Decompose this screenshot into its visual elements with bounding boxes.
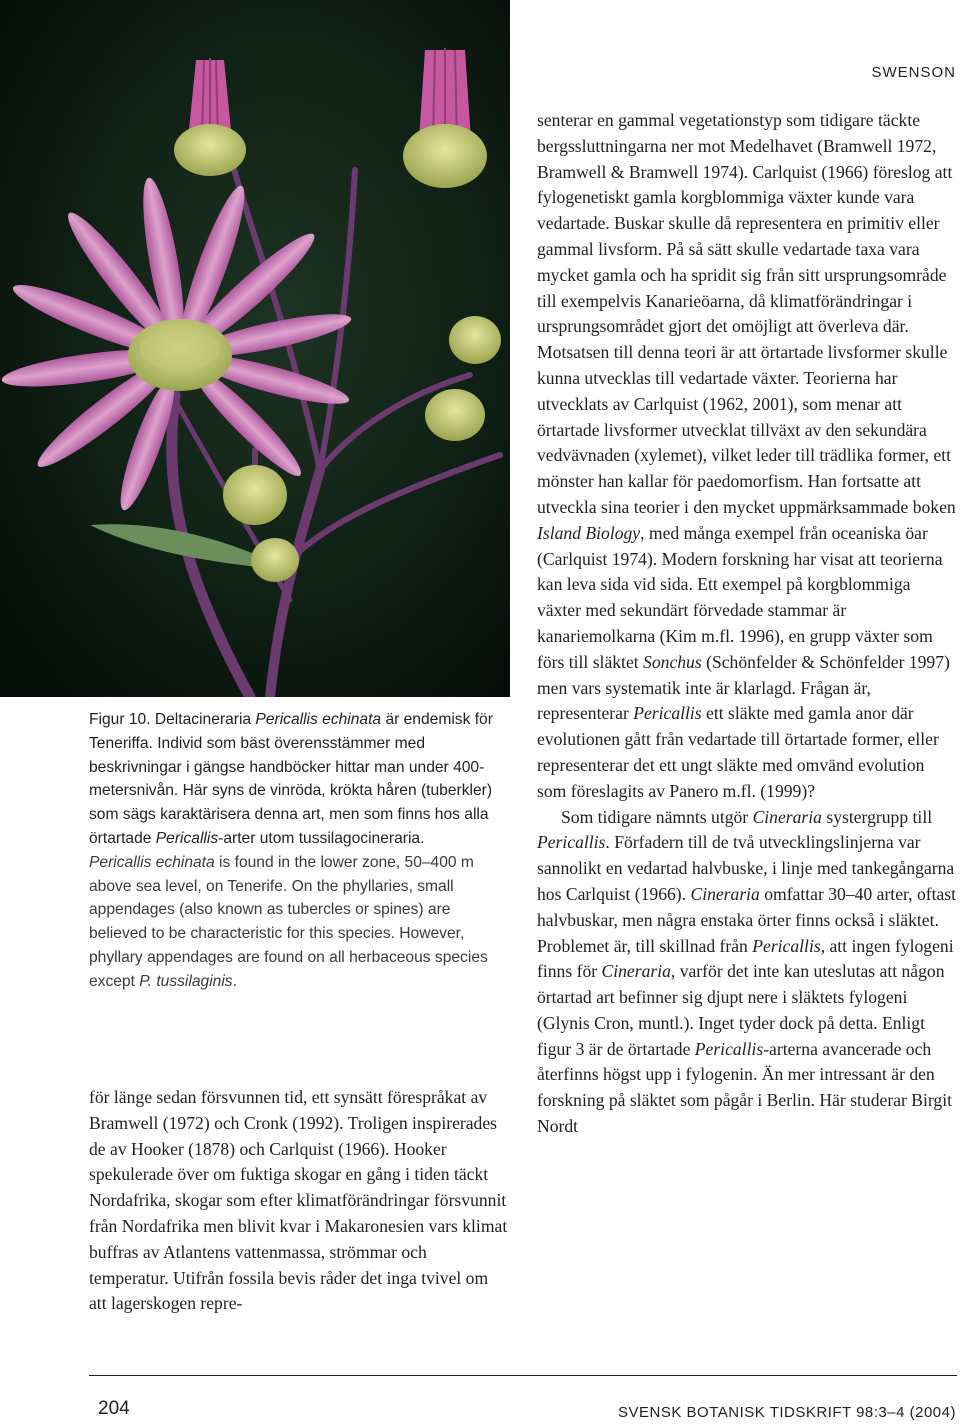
journal-citation: SVENSK BOTANISK TIDSKRIFT 98:3–4 (2004)	[618, 1404, 956, 1421]
left-column-text	[89, 1085, 509, 1317]
flower-photo-illustration	[0, 0, 510, 697]
figure-photo	[0, 0, 510, 697]
figure-caption	[89, 708, 509, 994]
left-paragraph-1: för länge sedan försvunnen tid, ett synsätt förespråkat av Bramwell (1972) och Cronk (1992). Troligen inspirerades de av Hooker (1878) och Carlquist (1966). Hooker spekulerade över om fuktiga skogar en gång i tiden täckt Nordafrika, skogar som efter klimatförändringar försvunnit från Nordafrika men blivit kvar i Makaronesien vars klimat buffras av Atlantens vattenmassa, strömmar och temperatur. Utifrån fossila bevis råder det inga tvivel om att lagerskogen repre-	[89, 1087, 508, 1314]
caption-english: Pericallis echinata is found in the lower zone, 50–400 m above sea level, on Tenerife. On the phyllaries, small appendages (also known as tubercles or spines) are believed to be characteristic for this species. However, phyllary appendages are found on all herbaceous species except P. tussilaginis.	[89, 853, 488, 990]
right-paragraph-1: senterar en gammal vegetationstyp som tidigare täckte bergssluttningarna ner mot Medelhavet (Bramwell 1972, Bramwell & Bramwell 1974). Carlquist (1966) föreslog att fylogenetiskt gamla korgblommiga växter kunde vara vedartade. Buskar skulle då representera en primitiv eller gammal livsform. På så sätt skulle vedartade taxa vara mycket gamla och ha spridit sig från sitt ursprungsområde till exempelvis Kanarieöarna, då klimatförändringar i ursprungsområdet gjort det omöjligt att överleva där. Motsatsen till denna teori är att örtartade livsformer skulle kunna utvecklas till vedartade växter. Teorierna har utvecklats av Carlquist (1962, 2001), som menar att örtartade livsformer utvecklat tillväxt av den sekundära vedvävnaden (xylemet), vilket leder till trädlika former, ett mönster han kallar för paedomorfism. Han fortsatte att utveckla sina teorier i den mycket uppmärksammade boken Island Biology, med många exempel från oceaniska öar (Carlquist 1974). Modern forskning har visat att teorierna kan leva sida vid sida. Ett exempel på korgblommiga växter med sekundärt förvedade stammar är kanariemolkarna (Kim m.fl. 1996), en grupp växter som förs till släktet Sonchus (Schönfelder & Schönfelder 1997) men vars systematik inte är klarlagd. Frågan är, representerar Pericallis ett släkte med gamla anor där evolutionen gått från vedartade till örtartade former, eller representerar det ett ungt släkte med omvänd evolution som föreslagits av Panero m.fl. (1999)?	[537, 110, 956, 801]
right-paragraph-2: Som tidigare nämnts utgör Cineraria systergrupp till Pericallis. Förfadern till de två utvecklingslinjerna var sannolikt en vedartad halvbuske, i linje med tankegångarna hos Carlquist (1966). Cineraria omfattar 30–40 arter, oftast halvbuskar, men några enstaka örter finns också i släktet. Problemet är, till skillnad från Pericallis, att ingen fylogeni finns för Cineraria, varför det inte kan uteslutas att någon örtartad art befinner sig djupt nere i släktets fylogeni (Glynis Cron, muntl.). Inget tyder dock på detta. Enligt figur 3 är de örtartade Pericallis-arterna avancerade och återfinns högst upp i fylogenin. Än mer intressant är den forskning på släktet som pågår i Berlin. Här studerar Birgit Nordt	[537, 806, 957, 1137]
right-column-text	[537, 108, 957, 1140]
caption-swedish: Figur 10. Deltacineraria Pericallis echinata är endemisk för Teneriffa. Individ som bäst överensstämmer med beskrivningar i gängse handböcker hittar man under 400-metersnivån. Här syns de vinröda, krökta håren (tuberkler) som sägs karaktärisera denna art, men som finns hos alla örtartade Pericallis-arter utom tussilagocineraria.	[89, 711, 493, 847]
running-head: SWENSON	[871, 64, 956, 81]
footer-rule	[89, 1375, 957, 1376]
page-number: 204	[98, 1398, 130, 1419]
